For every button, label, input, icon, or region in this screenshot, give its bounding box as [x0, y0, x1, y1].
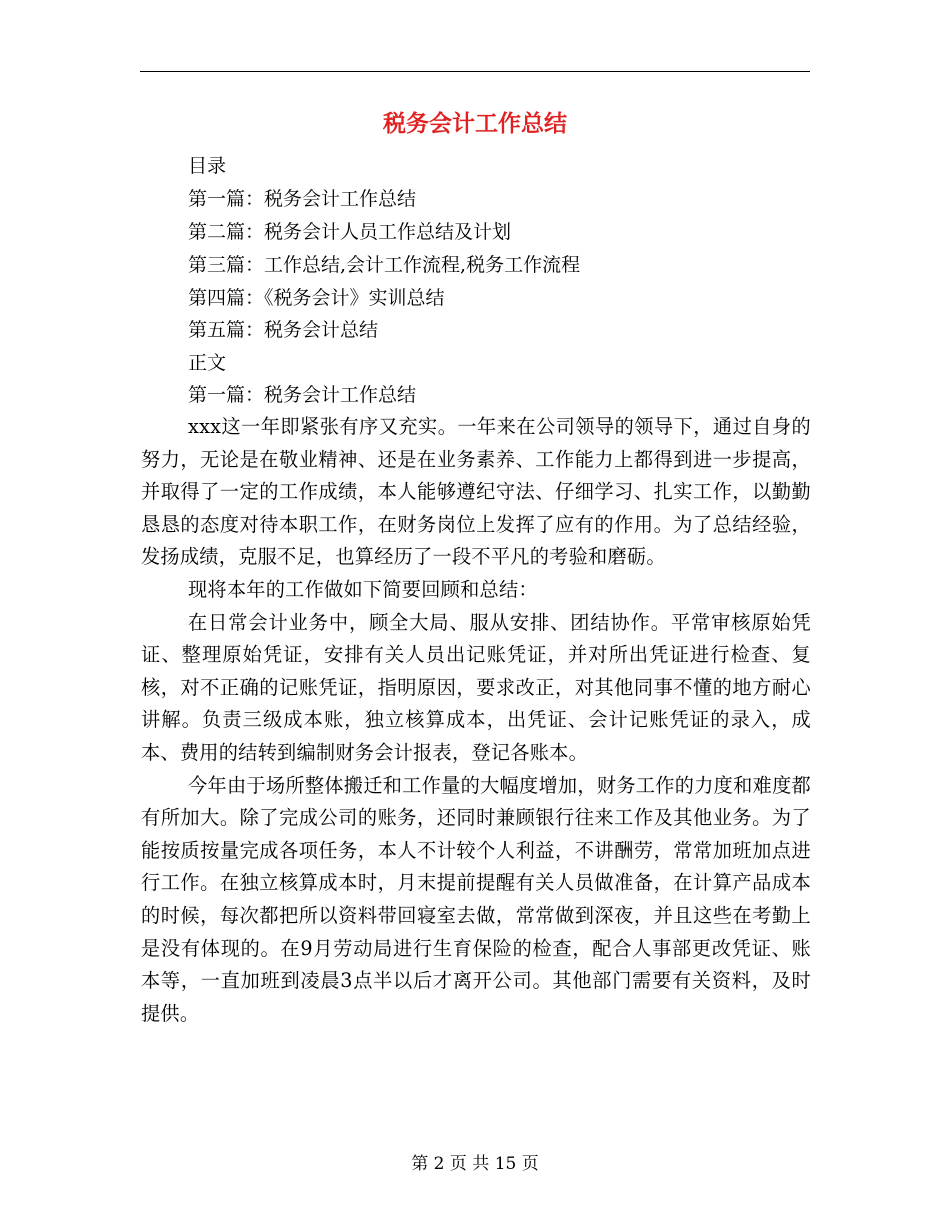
toc-item: 第一篇：税务会计工作总结 [188, 188, 417, 210]
toc-item: 第四篇：《税务会计》实训总结 [188, 287, 445, 309]
toc-item: 第五篇：税务会计总结 [188, 319, 379, 341]
paragraph: 在日常会计业务中，顾全大局、服从安排、团结协作。平常审核原始凭证、整理原始凭证，安排有关人员出记账凭证，并对所出凭证进行检查、复核，对不正确的记账凭证，指明原因，要求改正，对其他同事不懂的地方耐心讲解。负责三级成本账，独立核算成本，出凭证、会计记账凭证的录入，成本、费用的结转到编制财务会计报表，登记各账本。 [141, 610, 811, 764]
body-text [141, 411, 811, 1030]
document-title: 税务会计工作总结 [383, 111, 567, 137]
paragraph: xxx这一年即紧张有序又充实。一年来在公司领导的领导下，通过自身的努力，无论是在敬业精神、还是在业务素养、工作能力上都得到进一步提高，并取得了一定的工作成绩，本人能够遵纪守法、仔细学习、扎实工作，以勤勤恳恳的态度对待本职工作，在财务岗位上发挥了应有的作用。为了总结经验，发扬成绩，克服不足，也算经历了一段不平凡的考验和磨砺。 [141, 415, 811, 569]
toc-heading: 目录 [188, 155, 227, 177]
toc-item: 第三篇：工作总结,会计工作流程,税务工作流程 [188, 254, 581, 276]
paragraph: 现将本年的工作做如下简要回顾和总结： [188, 577, 538, 601]
page-number: 第 2 页 共 15 页 [411, 1154, 539, 1174]
header-rule [140, 71, 810, 72]
paragraph: 今年由于场所整体搬迁和工作量的大幅度增加，财务工作的力度和难度都有所加大。除了完成公司的账务，还同时兼顾银行往来工作及其他业务。为了能按质按量完成各项任务，本人不计较个人利益，不讲酬劳，常常加班加点进行工作。在独立核算成本时，月末提前提醒有关人员做准备，在计算产品成本的时候，每次都把所以资料带回寝室去做，常常做到深夜，并且这些在考勤上是没有体现的。在9月劳动局进行生育保险的检查，配合人事部更改凭证、账本等，一直加班到凌晨3点半以后才离开公司。其他部门需要有关资料，及时提供。 [141, 773, 811, 1025]
body-heading: 正文 [188, 352, 227, 374]
toc-item: 第二篇：税务会计人员工作总结及计划 [188, 221, 512, 243]
section-title: 第一篇：税务会计工作总结 [188, 384, 417, 406]
